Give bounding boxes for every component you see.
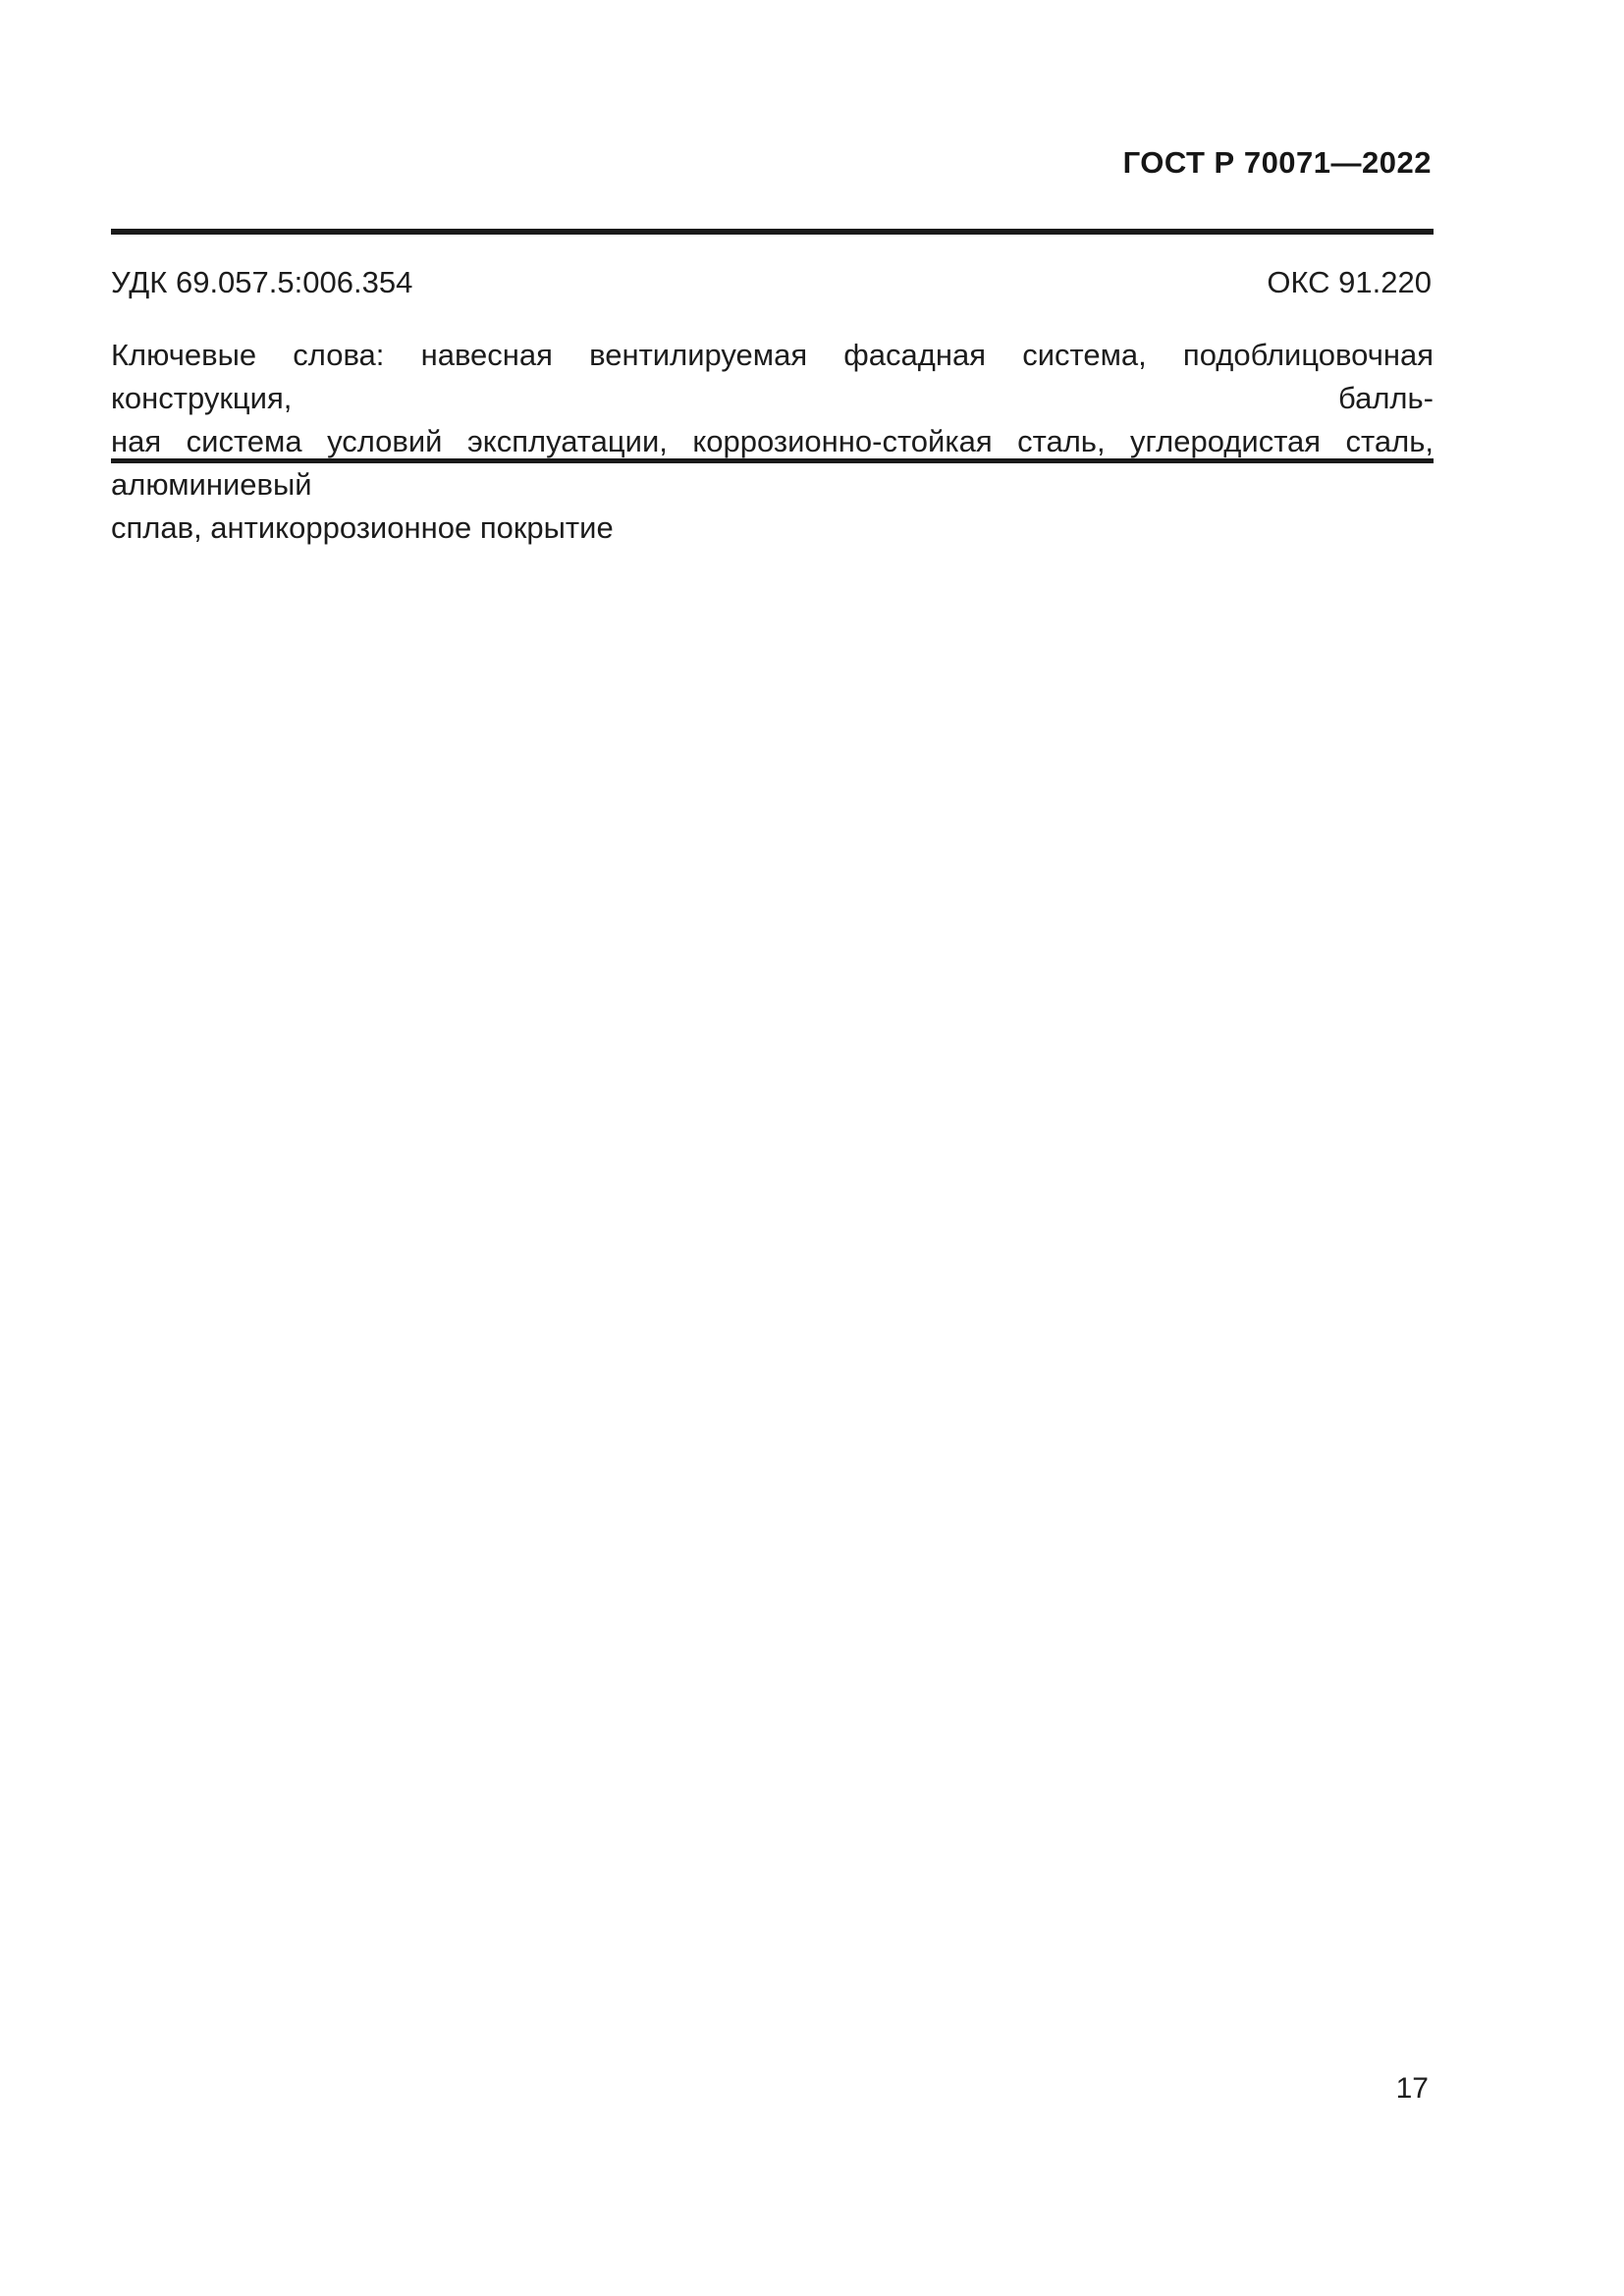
- oks-code: ОКС 91.220: [1267, 265, 1432, 299]
- classification-row: [111, 265, 1432, 300]
- keywords-paragraph: [111, 334, 1434, 550]
- keywords-line: Ключевые слова: навесная вентилируемая фасадная система, подоблицовочная конструкция, балль-: [111, 338, 1434, 415]
- keywords-line: сплав, антикоррозионное покрытие: [111, 510, 614, 545]
- doc-code-header: ГОСТ Р 70071—2022: [1122, 145, 1432, 180]
- bottom-horizontal-rule: [111, 458, 1434, 463]
- top-horizontal-rule: [111, 229, 1434, 235]
- keywords-line: ная система условий эксплуатации, коррозионно-стойкая сталь, углеродистая сталь, алюминиевый: [111, 424, 1434, 502]
- udk-code: УДК 69.057.5:006.354: [111, 265, 413, 299]
- page-number: 17: [1395, 2072, 1429, 2105]
